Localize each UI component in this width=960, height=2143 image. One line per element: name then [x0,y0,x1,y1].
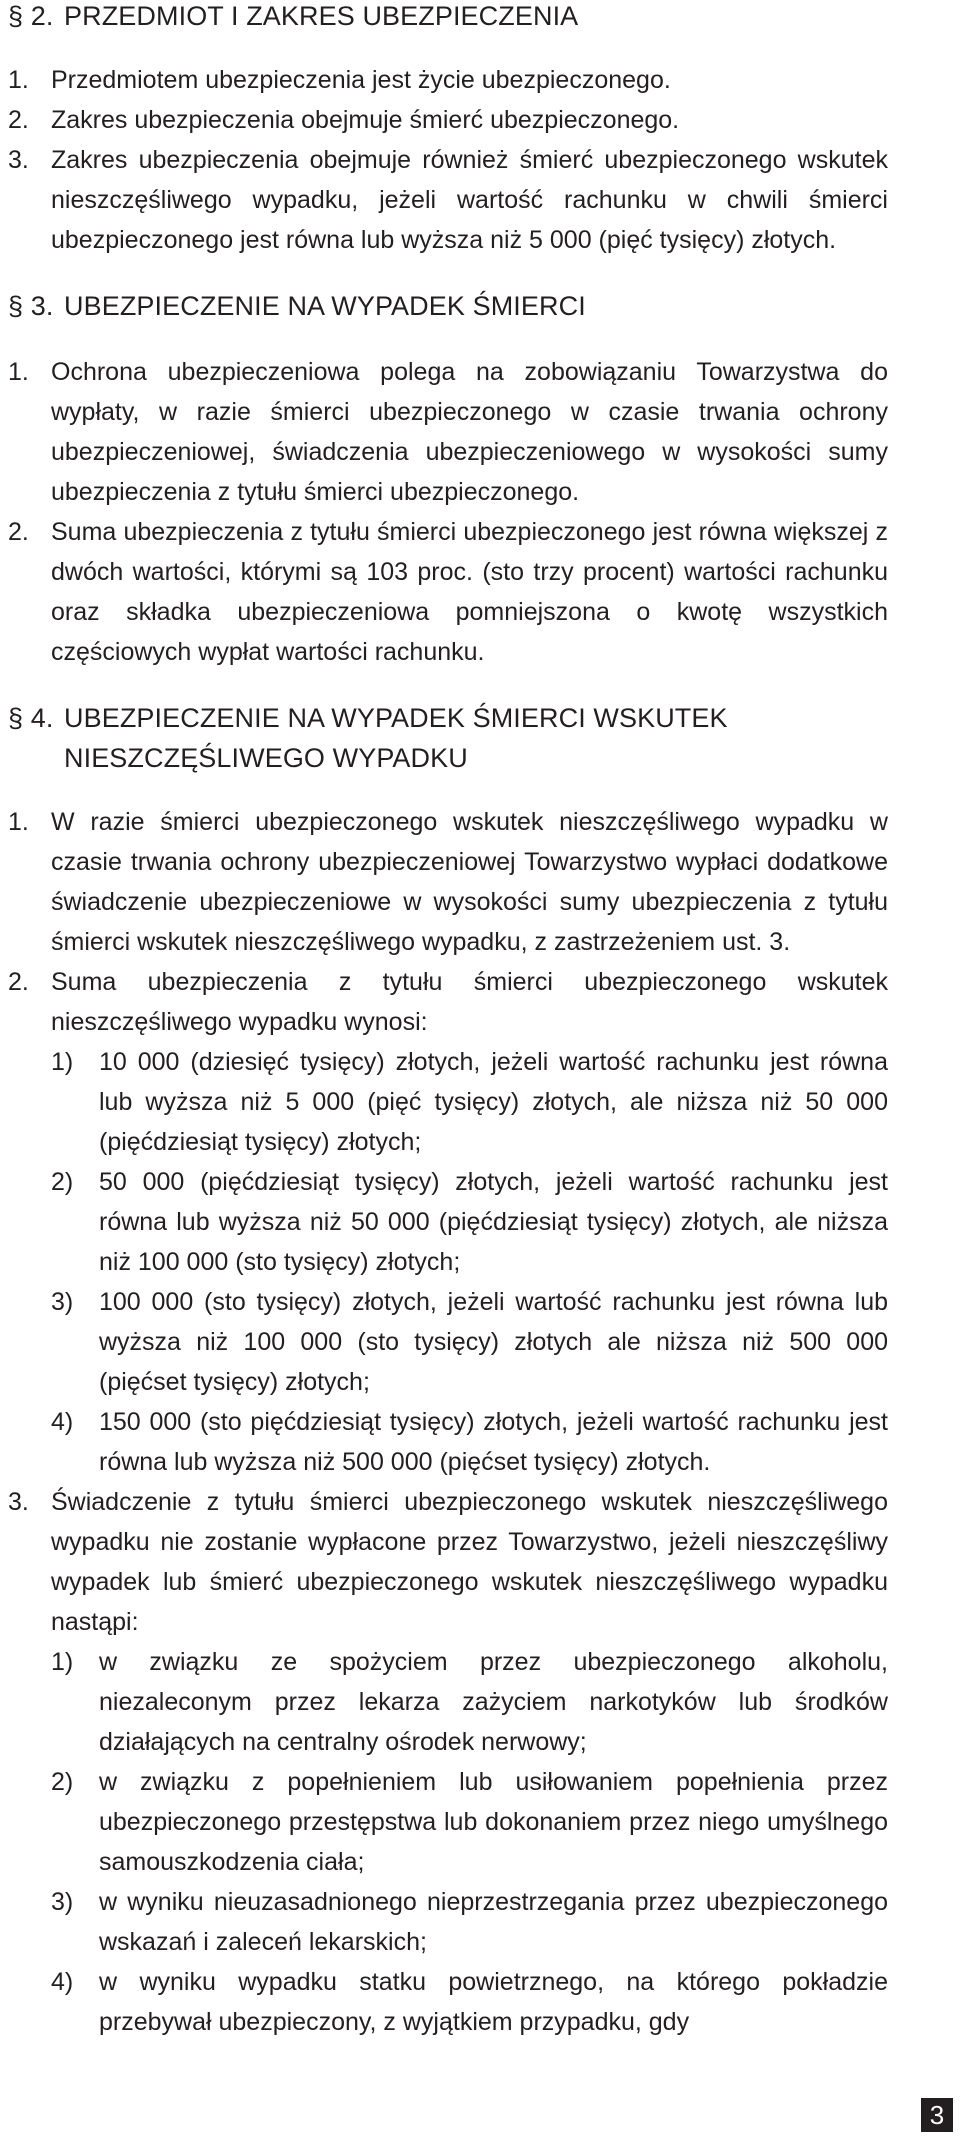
sub-item-text: 100 000 (sto tysięcy) złotych, jeżeli wartość rachunku jest równa lub wyższa niż 100 000 (sto tysięcy) złotych ale niższa niż 500 000 (pięćset tysięcy) złotych; [99,1288,888,1396]
item-number: 1. [8,358,29,386]
sub-item-text: 150 000 (sto pięćdziesiąt tysięcy) złotych, jeżeli wartość rachunku jest równa lub wyższa niż 500 000 (pięćset tysięcy) złotych. [99,1408,888,1476]
sub-item [51,1882,888,1962]
section-2 [8,0,888,260]
section-number: § 3. [8,291,54,321]
section-heading [8,698,888,778]
item-text: Zakres ubezpieczenia obejmuje śmierć ubezpieczonego. [51,106,680,134]
item-text: Ochrona ubezpieczeniowa polega na zobowiązaniu Towarzystwa do wypłaty, w razie śmierci ubezpieczonego w czasie trwania ochrony ubezpieczeniowej, świadczenia ubezpieczeniowego w wysokości sumy ubezpieczenia z tytułu śmierci ubezpieczonego. [51,358,888,506]
item-number: 3. [8,146,29,174]
list-item [8,512,888,672]
section-number: § 2. [8,1,54,31]
section-number: § 4. [8,703,54,733]
list-item [8,1482,888,2042]
list-item [8,352,888,512]
item-number: 1. [8,66,29,94]
item-number: 1. [8,808,29,836]
item-list [8,802,888,2042]
sub-item-text: w związku ze spożyciem przez ubezpieczonego alkoholu, niezaleconym przez lekarza zażyciem narkotyków lub środków działających na centralny ośrodek nerwowy; [99,1648,888,1756]
list-item [8,100,888,140]
sub-item [51,1402,888,1482]
sub-item-text: w wyniku nieuzasadnionego nieprzestrzegania przez ubezpieczonego wskazań i zaleceń lekarskich; [99,1888,888,1956]
sub-item-number: 2) [51,1768,74,1796]
section-title-line-2: NIESZCZĘŚLIWEGO WYPADKU [64,743,468,773]
section-heading [8,0,888,36]
section-title-line-1: UBEZPIECZENIE NA WYPADEK ŚMIERCI WSKUTEK [64,703,728,733]
sub-item-text: w związku z popełnieniem lub usiłowaniem popełnienia przez ubezpieczonego przestępstwa lub dokonaniem przez niego umyślnego samouszkodzenia ciała; [99,1768,888,1876]
item-number: 3. [8,1488,29,1516]
page-number-badge: 3 [921,2098,953,2132]
sub-item-number: 1) [51,1648,74,1676]
item-text: W razie śmierci ubezpieczonego wskutek nieszczęśliwego wypadku w czasie trwania ochrony ubezpieczeniowej Towarzystwo wypłaci dodatkowe świadczenie ubezpieczeniowe w wysokości sumy ubezpieczenia z tytułu śmierci wskutek nieszczęśliwego wypadku, z zastrzeżeniem ust. 3. [51,808,888,956]
sub-item-text: 10 000 (dziesięć tysięcy) złotych, jeżeli wartość rachunku jest równa lub wyższa niż 5 000 (pięć tysięcy) złotych, ale niższa niż 50 000 (pięćdziesiąt tysięcy) złotych; [99,1048,888,1156]
item-list [8,60,888,260]
sub-item-number: 2) [51,1168,74,1196]
section-3 [8,286,888,672]
item-text: Przedmiotem ubezpieczenia jest życie ubezpieczonego. [51,66,671,94]
item-text: Świadczenie z tytułu śmierci ubezpieczonego wskutek nieszczęśliwego wypadku nie zostanie wypłacone przez Towarzystwo, jeżeli nieszczęśliwy wypadek lub śmierć ubezpieczonego wskutek nieszczęśliwego wypadku nastąpi: [51,1488,888,1636]
sub-item-number: 3) [51,1288,74,1316]
item-number: 2. [8,968,29,996]
sub-item-number: 3) [51,1888,74,1916]
item-number: 2. [8,106,29,134]
section-title: UBEZPIECZENIE NA WYPADEK ŚMIERCI [64,291,586,321]
sub-item [51,1642,888,1762]
section-title: PRZEDMIOT I ZAKRES UBEZPIECZENIA [64,1,579,31]
sub-item [51,1162,888,1282]
sub-item-text: 50 000 (pięćdziesiąt tysięcy) złotych, jeżeli wartość rachunku jest równa lub wyższa niż 50 000 (pięćdziesiąt tysięcy) złotych, ale niższa niż 100 000 (sto tysięcy) złotych; [99,1168,888,1276]
sub-item-text: w wyniku wypadku statku powietrznego, na którego pokładzie przebywał ubezpieczony, z wyjątkiem przypadku, gdy [99,1968,888,2036]
list-item [8,962,888,1482]
sub-item-number: 1) [51,1048,74,1076]
item-text: Suma ubezpieczenia z tytułu śmierci ubezpieczonego jest równa większej z dwóch wartości, którymi są 103 proc. (sto trzy procent) wartości rachunku oraz składka ubezpieczeniowa pomniejszona o kwotę wszystkich częściowych wypłat wartości rachunku. [51,518,888,666]
list-item [8,140,888,260]
sub-item-number: 4) [51,1968,74,1996]
sub-item [51,1762,888,1882]
sub-item [51,1282,888,1402]
section-heading [8,286,888,326]
sub-item-number: 4) [51,1408,74,1436]
item-text: Suma ubezpieczenia z tytułu śmierci ubezpieczonego wskutek nieszczęśliwego wypadku wynosi: [51,968,888,1036]
list-item [8,802,888,962]
item-text: Zakres ubezpieczenia obejmuje również śmierć ubezpieczonego wskutek nieszczęśliwego wypadku, jeżeli wartość rachunku w chwili śmierci ubezpieczonego jest równa lub wyższa niż 5 000 (pięć tysięcy) złotych. [51,146,888,254]
list-item [8,60,888,100]
sub-item [51,1962,888,2042]
item-list [8,352,888,672]
item-number: 2. [8,518,29,546]
section-4 [8,698,888,2042]
sub-item [51,1042,888,1162]
